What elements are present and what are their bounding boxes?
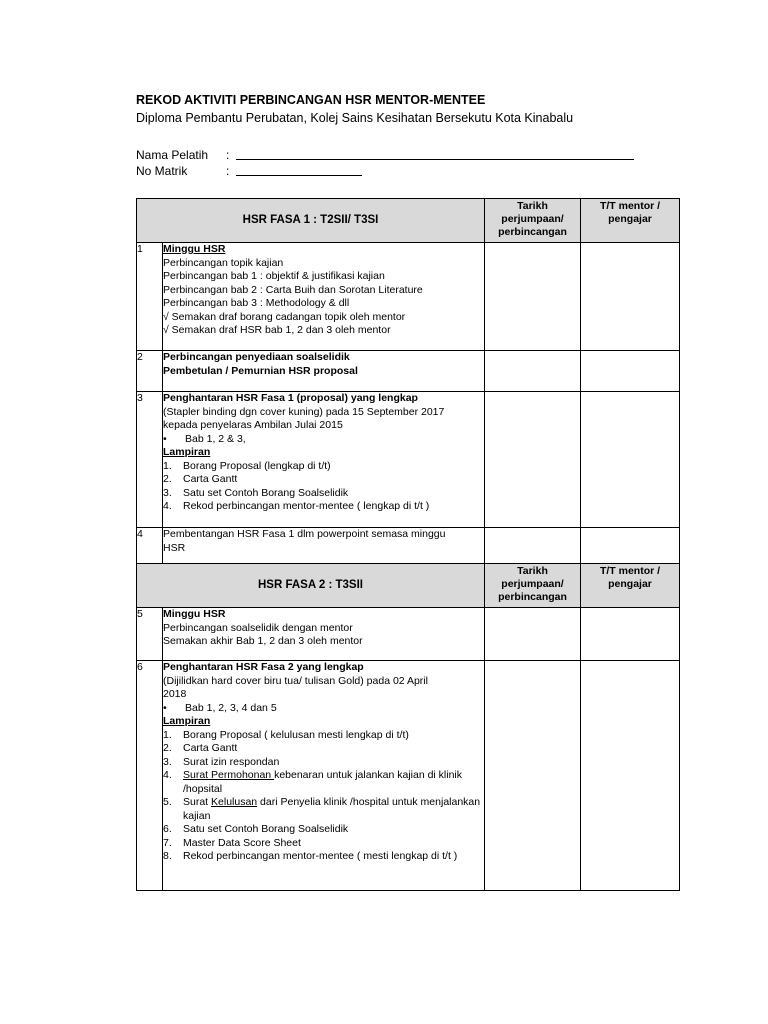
document-header [136, 92, 680, 179]
item-number: 5. [163, 796, 172, 808]
col-sign-header: T/T mentor / pengajar [581, 564, 680, 608]
colon: : [226, 164, 230, 178]
item-text: Surat izin respondan [183, 755, 280, 768]
phase2-header-row [137, 564, 680, 608]
phase2-title: HSR FASA 2 : T3SII [137, 564, 485, 608]
item-number: 3. [163, 755, 172, 768]
list-item [163, 823, 484, 837]
list-item [163, 729, 484, 743]
row-description [163, 392, 485, 528]
lampiran-list [163, 460, 484, 514]
table-row [137, 661, 680, 891]
row-line: Pembetulan / Pemurnian HSR proposal [163, 364, 358, 377]
list-item [163, 850, 484, 864]
row-heading: Minggu HSR [163, 608, 226, 620]
row-heading: Penghantaran HSR Fasa 2 yang lengkap [163, 661, 364, 673]
item-text [183, 796, 484, 823]
item-text: Rekod perbincangan mentor-mentee ( lengkap di t/t ) [183, 500, 430, 512]
lampiran-heading: Lampiran [163, 715, 211, 727]
row-line: Perbincangan penyediaan soalselidik [163, 351, 350, 363]
col-date-header: Tarikh perjumpaan/ perbincangan [485, 564, 581, 608]
item-number: 7. [163, 836, 172, 849]
row-line: √ Semakan draf borang cadangan topik oleh mentor [163, 310, 406, 323]
list-item [163, 460, 484, 474]
table-row [137, 392, 680, 528]
item-text: Master Data Score Sheet [183, 836, 301, 849]
row-line: HSR [163, 541, 186, 554]
item-number: 3. [163, 486, 172, 499]
row-line: Perbincangan soalselidik dengan mentor [163, 621, 353, 634]
row-description [163, 608, 485, 661]
signature-cell[interactable] [581, 608, 680, 661]
date-cell[interactable] [485, 608, 581, 661]
nama-pelatih-label: Nama Pelatih [136, 148, 209, 162]
item-number: 4. [163, 500, 172, 512]
row-line: √ Semakan draf HSR bab 1, 2 dan 3 oleh mentor [163, 324, 391, 336]
table-row [137, 243, 680, 351]
document-title: REKOD AKTIVITI PERBINCANGAN HSR MENTOR-MENTEE [136, 93, 486, 107]
row-number: 3 [137, 392, 163, 528]
bullet-text: Bab 1, 2, 3, 4 dan 5 [185, 701, 277, 714]
item-text: Satu set Contoh Borang Soalselidik [183, 823, 349, 835]
date-cell[interactable] [485, 351, 581, 392]
phase1-title: HSR FASA 1 : T2SII/ T3SI [137, 199, 485, 243]
item-number: 1. [163, 728, 172, 741]
item-number: 8. [163, 850, 172, 862]
date-cell[interactable] [485, 528, 581, 564]
row-line: 2018 [163, 688, 187, 700]
item-text: Borang Proposal ( kelulusan mesti lengkap di t/t) [183, 728, 409, 741]
item-text: Rekod perbincangan mentor-mentee ( mesti lengkap di t/t ) [183, 850, 458, 862]
item-text: Satu set Contoh Borang Soalselidik [183, 486, 349, 499]
item-number: 6. [163, 823, 172, 835]
no-matrik-row [136, 163, 680, 179]
table-row [137, 608, 680, 661]
row-line: Perbincangan topik kajian [163, 256, 284, 269]
activity-table [136, 198, 680, 891]
signature-cell[interactable] [581, 528, 680, 564]
list-item [163, 487, 484, 501]
no-matrik-field[interactable] [236, 163, 362, 176]
colon: : [226, 148, 230, 162]
row-description [163, 243, 485, 351]
item-number: 1. [163, 459, 172, 472]
col-sign-header: T/T mentor / pengajar [581, 199, 680, 243]
nama-pelatih-row [136, 147, 680, 163]
date-cell[interactable] [485, 392, 581, 528]
signature-cell[interactable] [581, 243, 680, 351]
item-number: 2. [163, 742, 172, 754]
item-text: Carta Gantt [183, 473, 238, 485]
bullet-item [163, 433, 484, 447]
row-line: (Dijilidkan hard cover biru tua/ tulisan Gold) pada 02 April [163, 674, 428, 687]
table-row [137, 351, 680, 392]
lampiran-heading: Lampiran [163, 446, 211, 458]
row-description [163, 661, 485, 891]
item-number: 4. [163, 769, 172, 781]
row-heading: Minggu HSR [163, 243, 226, 255]
col-date-header: Tarikh perjumpaan/ perbincangan [485, 199, 581, 243]
item-text [183, 769, 484, 796]
row-line: (Stapler binding dgn cover kuning) pada 15 September 2017 [163, 405, 445, 418]
underlined-text: Surat Permohonan [183, 769, 275, 781]
item-text-rest: kebenaran untuk jalankan kajian di klinik /hopsital [183, 769, 463, 795]
nama-pelatih-field[interactable] [236, 147, 634, 160]
phase1-header-row [137, 199, 680, 243]
list-item [163, 473, 484, 487]
row-line: Pembentangan HSR Fasa 1 dlm powerpoint semasa minggu [163, 528, 446, 540]
item-number: 2. [163, 473, 172, 485]
row-number: 6 [137, 661, 163, 891]
table-row [137, 528, 680, 564]
underlined-text: Kelulusan [211, 796, 258, 808]
row-number: 5 [137, 608, 163, 661]
item-text: Borang Proposal (lengkap di t/t) [183, 459, 331, 472]
item-text-rest: dari Penyelia klinik /hospital untuk menjalankan kajian [183, 796, 481, 822]
list-item [163, 500, 484, 514]
document-subtitle: Diploma Pembantu Perubatan, Kolej Sains Kesihatan Bersekutu Kota Kinabalu [136, 111, 574, 125]
signature-cell[interactable] [581, 661, 680, 891]
item-text-start: Surat [183, 796, 212, 808]
row-description [163, 351, 485, 392]
date-cell[interactable] [485, 243, 581, 351]
bullet-item [163, 702, 484, 716]
signature-cell[interactable] [581, 351, 680, 392]
bullet-icon: • [163, 701, 167, 714]
student-fields [136, 147, 680, 179]
lampiran-list [163, 729, 484, 864]
row-description [163, 528, 485, 564]
item-text: Carta Gantt [183, 742, 238, 754]
list-item [163, 769, 484, 796]
list-item [163, 837, 484, 851]
list-item [163, 796, 484, 823]
row-number: 4 [137, 528, 163, 564]
row-heading: Penghantaran HSR Fasa 1 (proposal) yang lengkap [163, 392, 418, 404]
date-cell[interactable] [485, 661, 581, 891]
list-item [163, 756, 484, 770]
list-item [163, 742, 484, 756]
no-matrik-label: No Matrik [136, 164, 188, 178]
row-line: kepada penyelaras Ambilan Julai 2015 [163, 419, 343, 431]
row-number: 1 [137, 243, 163, 351]
row-line: Perbincangan bab 2 : Carta Buih dan Sorotan Literature [163, 283, 423, 296]
row-line: Semakan akhir Bab 1, 2 dan 3 oleh mentor [163, 635, 363, 647]
bullet-text: Bab 1, 2 & 3, [185, 432, 246, 445]
bullet-icon: • [163, 432, 167, 445]
row-number: 2 [137, 351, 163, 392]
row-line: Perbincangan bab 1 : objektif & justifikasi kajian [163, 270, 385, 282]
signature-cell[interactable] [581, 392, 680, 528]
row-line: Perbincangan bab 3 : Methodology & dll [163, 297, 350, 309]
